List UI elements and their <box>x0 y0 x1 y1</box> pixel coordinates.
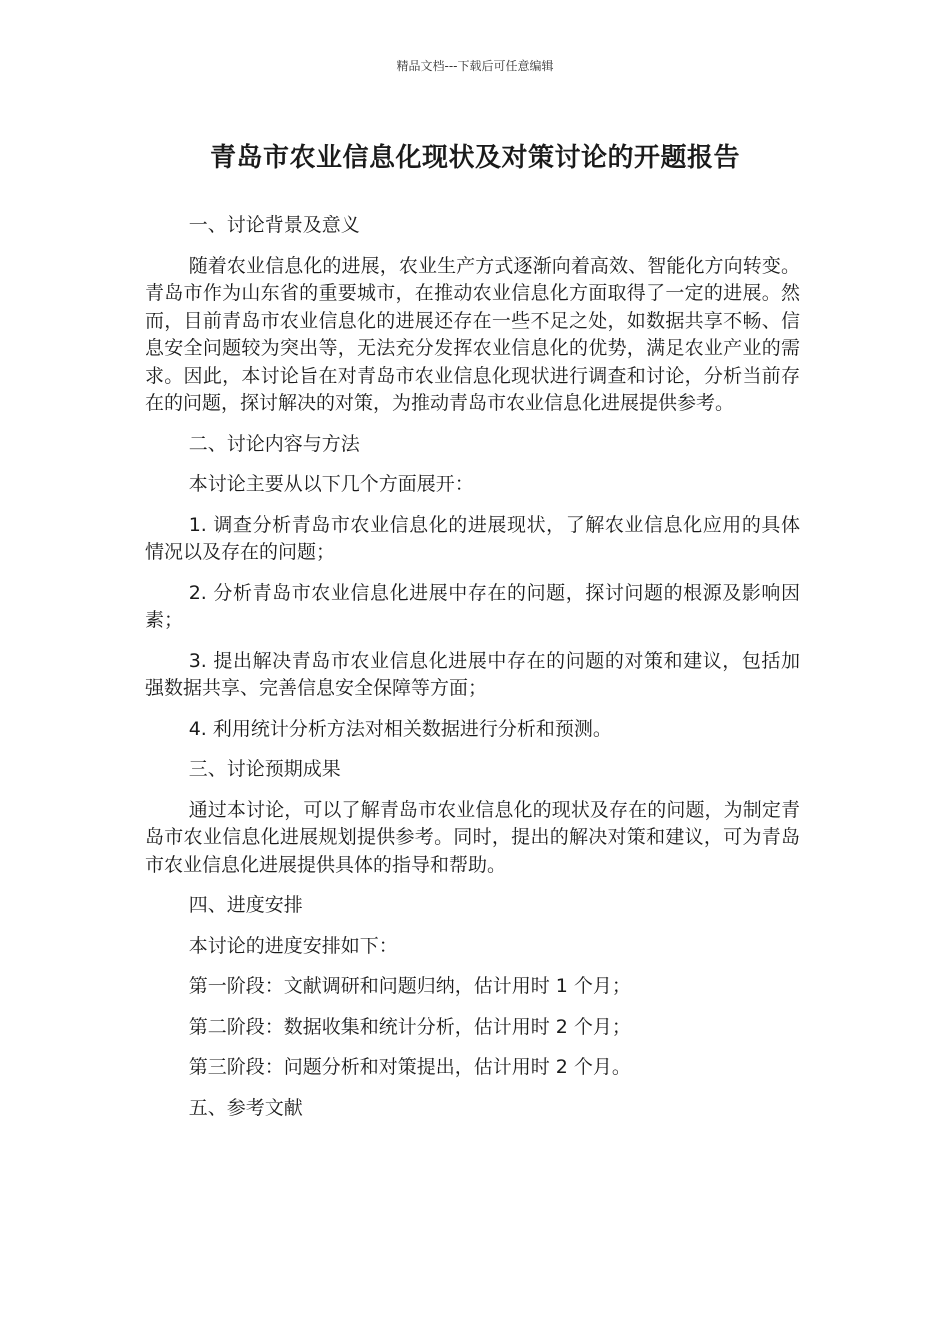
list-item-3: 3. 提出解决青岛市农业信息化进展中存在的问题的对策和建议，包括加强数据共享、完善信息安全保障等方面； <box>145 649 800 699</box>
section-heading-schedule: 四、进度安排 <box>188 894 303 916</box>
header-note: 精品文档---下载后可任意编辑 <box>396 59 554 73</box>
section-heading-expected-results: 三、讨论预期成果 <box>188 758 341 780</box>
paragraph-expected-results: 通过本讨论，可以了解青岛市农业信息化的现状及存在的问题，为制定青岛市农业信息化进展规划提供参考。同时，提出的解决对策和建议，可为青岛市农业信息化进展提供具体的指导和帮助。 <box>145 798 800 876</box>
section-heading-background: 一、讨论背景及意义 <box>188 214 360 236</box>
section-heading-content-method: 二、讨论内容与方法 <box>188 432 360 455</box>
schedule-phase-3: 第三阶段：问题分析和对策提出，估计用时 2 个月。 <box>188 1056 631 1078</box>
list-item-2: 2. 分析青岛市农业信息化进展中存在的问题，探讨问题的根源及影响因素； <box>145 581 800 631</box>
document-body <box>145 212 800 1135</box>
section-heading-references: 五、参考文献 <box>188 1096 303 1119</box>
paragraph-background: 随着农业信息化的进展，农业生产方式逐渐向着高效、智能化方向转变。青岛市作为山东省的重要城市，在推动农业信息化方面取得了一定的进展。然而，目前青岛市农业信息化的进展还存在一些不足之处，如数据共享不畅、信息安全问题较为突出等，无法充分发挥农业信息化的优势，满足农业产业的需求。因此，本讨论旨在对青岛市农业信息化现状进行调查和讨论，分析当前存在的问题，探讨解决的对策，为推动青岛市农业信息化进展提供参考。 <box>145 254 800 414</box>
document-title: 青岛市农业信息化现状及对策讨论的开题报告 <box>209 143 740 173</box>
list-item-4: 4. 利用统计分析方法对相关数据进行分析和预测。 <box>188 717 612 740</box>
schedule-phase-1: 第一阶段：文献调研和问题归纳，估计用时 1 个月； <box>188 975 631 997</box>
paragraph-schedule-intro: 本讨论的进度安排如下： <box>188 934 398 957</box>
paragraph-content-intro: 本讨论主要从以下几个方面展开： <box>188 473 474 495</box>
schedule-phase-2: 第二阶段：数据收集和统计分析，估计用时 2 个月； <box>188 1015 631 1038</box>
list-item-1: 1. 调查分析青岛市农业信息化的进展现状，了解农业信息化应用的具体情况以及存在的问题； <box>145 513 800 563</box>
